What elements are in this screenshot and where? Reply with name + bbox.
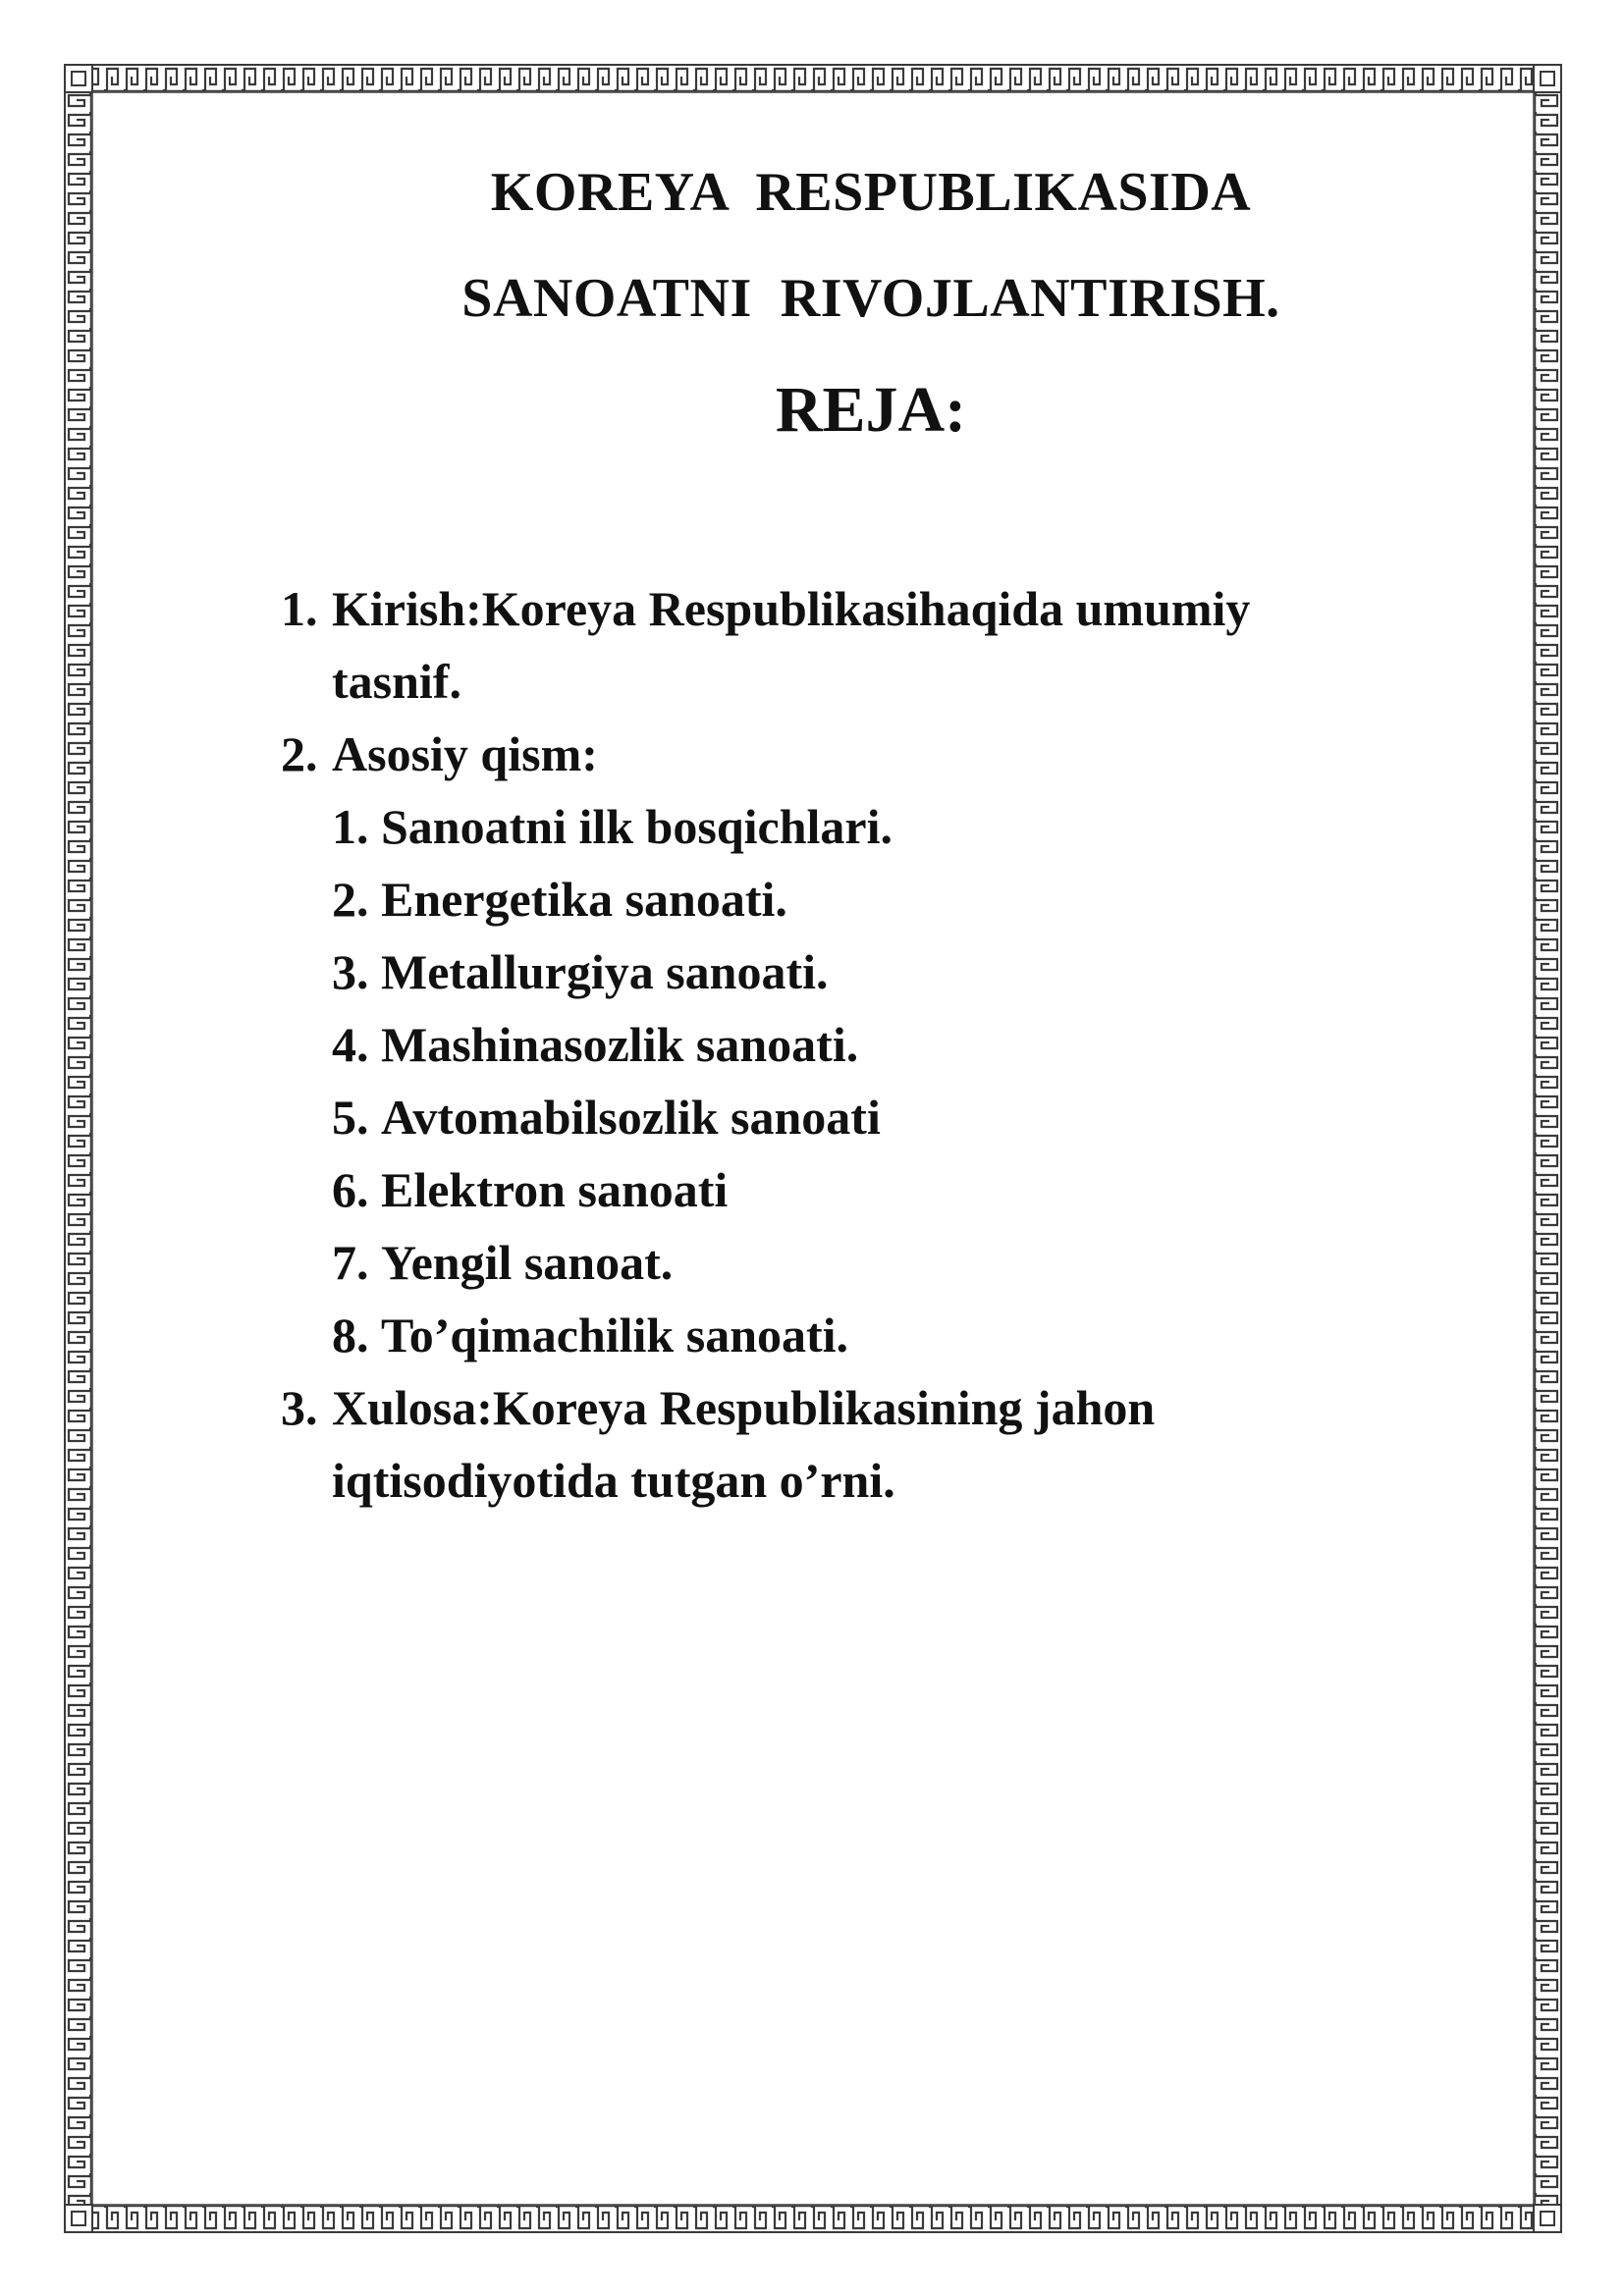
plan-subitem-text: Elektron sanoati — [381, 1162, 729, 1217]
plan-subitem-number: 7. — [332, 1235, 369, 1290]
document-title-line-1: KOREYA RESPUBLIKASIDA — [490, 162, 1252, 223]
plan-subitem-text: Sanoatni ilk bosqichlari. — [381, 799, 893, 854]
plan-subitem-number: 6. — [332, 1162, 369, 1217]
plan-subitem-text: Mashinasozlik sanoati. — [381, 1017, 859, 1072]
plan-subitem-text: To’qimachilik sanoati. — [381, 1308, 849, 1362]
plan-subitem-number: 3. — [332, 944, 369, 999]
plan-item-text: tasnif. — [332, 654, 461, 709]
plan-item-number: 3. — [281, 1380, 318, 1435]
plan-subitem-text: Energetika sanoati. — [381, 872, 787, 927]
plan-subitem-number: 2. — [332, 872, 369, 927]
plan-subitem-number: 4. — [332, 1017, 369, 1072]
plan-subitem-number: 1. — [332, 799, 369, 854]
plan-item-number: 1. — [281, 581, 318, 636]
plan-heading: REJA: — [775, 374, 967, 446]
plan-item-text: Kirish:Koreya Respublikasihaqida umumiy — [332, 581, 1251, 636]
plan-subitem-number: 5. — [332, 1090, 369, 1145]
document-title-line-2: SANOATNI RIVOJLANTIRISH. — [461, 268, 1280, 329]
plan-subitem-number: 8. — [332, 1308, 369, 1362]
plan-item-text: Xulosa:Koreya Respublikasining jahon — [332, 1380, 1156, 1435]
plan-subitem-text: Yengil sanoat. — [381, 1235, 674, 1290]
plan-item-text: Asosiy qism: — [332, 726, 598, 781]
plan-item-text: iqtisodiyotida tutgan o’rni. — [332, 1453, 895, 1508]
plan-subitem-text: Avtomabilsozlik sanoati — [381, 1090, 881, 1145]
plan-item-number: 2. — [281, 726, 318, 781]
plan-subitem-text: Metallurgiya sanoati. — [381, 944, 829, 999]
